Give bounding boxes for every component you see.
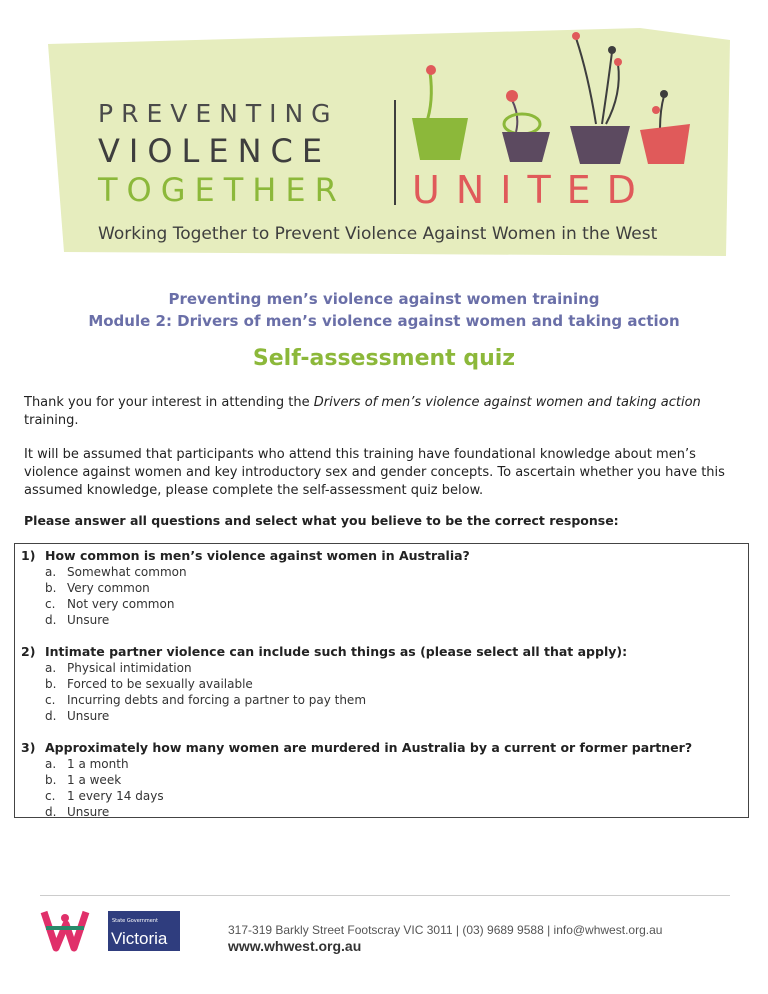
option-a[interactable]	[45, 564, 187, 580]
question-number: 1)	[21, 548, 36, 563]
footer-website-link[interactable]: www.whwest.org.au	[228, 938, 362, 954]
intro-text-start: Thank you for your interest in attending the	[24, 395, 314, 410]
option-b[interactable]	[45, 580, 187, 596]
banner-tagline: Working Together to Prevent Violence Against Women in the West	[98, 224, 658, 244]
option-text: 1 every 14 days	[67, 789, 164, 803]
option-letter: d.	[45, 613, 57, 627]
whwest-logo-icon	[40, 906, 100, 954]
quiz-box	[14, 543, 749, 818]
option-letter: c.	[45, 789, 56, 803]
option-text: Unsure	[67, 613, 110, 627]
question-1-options	[45, 564, 187, 628]
option-letter: a.	[45, 565, 57, 579]
option-b[interactable]	[45, 676, 366, 692]
option-text: 1 a week	[67, 773, 122, 787]
logo-vic-small-text: State Government	[112, 918, 159, 924]
option-text: Forced to be sexually available	[67, 677, 253, 691]
question-number: 3)	[21, 740, 36, 755]
option-letter: c.	[45, 693, 56, 707]
option-letter: d.	[45, 805, 57, 819]
training-name: Drivers of men’s violence against women and taking action	[313, 395, 701, 410]
question-number: 2)	[21, 644, 36, 659]
option-c[interactable]	[45, 788, 164, 804]
question-text: Approximately how many women are murdered in Australia by a current or former partner?	[45, 740, 693, 755]
assumed-knowledge-paragraph: It will be assumed that participants who attend this training have foundational knowledge about men’s violence against women and key introductory sex and gender concepts. To ascertain whether you have this assumed knowledge, please complete the self-assessment quiz below.	[24, 447, 725, 498]
option-d[interactable]	[45, 804, 164, 820]
option-text: 1 a month	[67, 757, 129, 771]
footer-contact: 317-319 Barkly Street Footscray VIC 3011 | (03) 9689 9588 | info@whwest.org.au	[228, 923, 663, 937]
brand-united: UNITED	[412, 168, 652, 212]
brand-divider	[394, 100, 396, 205]
question-1	[21, 548, 470, 563]
option-text: Unsure	[67, 709, 110, 723]
brand-line-violence: VIOLENCE	[98, 132, 332, 170]
option-a[interactable]	[45, 660, 366, 676]
state-government-victoria-logo	[108, 911, 180, 951]
option-letter: a.	[45, 757, 57, 771]
option-text: Physical intimidation	[67, 661, 192, 675]
training-title: Preventing men’s violence against women training	[168, 290, 600, 308]
question-3	[21, 740, 692, 755]
instruction-text: Please answer all questions and select what you believe to be the correct response:	[24, 513, 619, 528]
option-letter: c.	[45, 597, 56, 611]
womens-health-west-logo	[40, 906, 100, 954]
logo-vic-big-text: Victoria	[111, 929, 168, 948]
module-title: Module 2: Drivers of men’s violence against women and taking action	[88, 312, 680, 330]
option-text: Not very common	[67, 597, 175, 611]
brand-line-together: TOGETHER	[98, 171, 346, 209]
option-d[interactable]	[45, 708, 366, 724]
option-c[interactable]	[45, 692, 366, 708]
option-text: Incurring debts and forcing a partner to pay them	[67, 693, 367, 707]
question-text: How common is men’s violence against women in Australia?	[45, 548, 470, 563]
question-2-options	[45, 660, 366, 724]
intro-text-end: training.	[24, 413, 79, 428]
option-text: Very common	[67, 581, 150, 595]
brand-wordmark	[98, 96, 346, 210]
quiz-title: Self-assessment quiz	[252, 346, 516, 371]
footer-divider	[40, 895, 730, 896]
option-d[interactable]	[45, 612, 187, 628]
brand-line-preventing: PREVENTING	[98, 99, 339, 128]
option-letter: b.	[45, 773, 57, 787]
option-c[interactable]	[45, 596, 187, 612]
option-text: Somewhat common	[67, 565, 187, 579]
option-letter: b.	[45, 581, 57, 595]
option-letter: a.	[45, 661, 57, 675]
question-2	[21, 644, 627, 659]
option-letter: d.	[45, 709, 57, 723]
option-b[interactable]	[45, 772, 164, 788]
question-text: Intimate partner violence can include such things as (please select all that apply):	[45, 644, 628, 659]
question-3-options	[45, 756, 164, 820]
header-banner	[40, 20, 730, 260]
option-letter: b.	[45, 677, 57, 691]
option-a[interactable]	[45, 756, 164, 772]
intro-paragraph	[24, 394, 744, 430]
option-text: Unsure	[67, 805, 110, 819]
